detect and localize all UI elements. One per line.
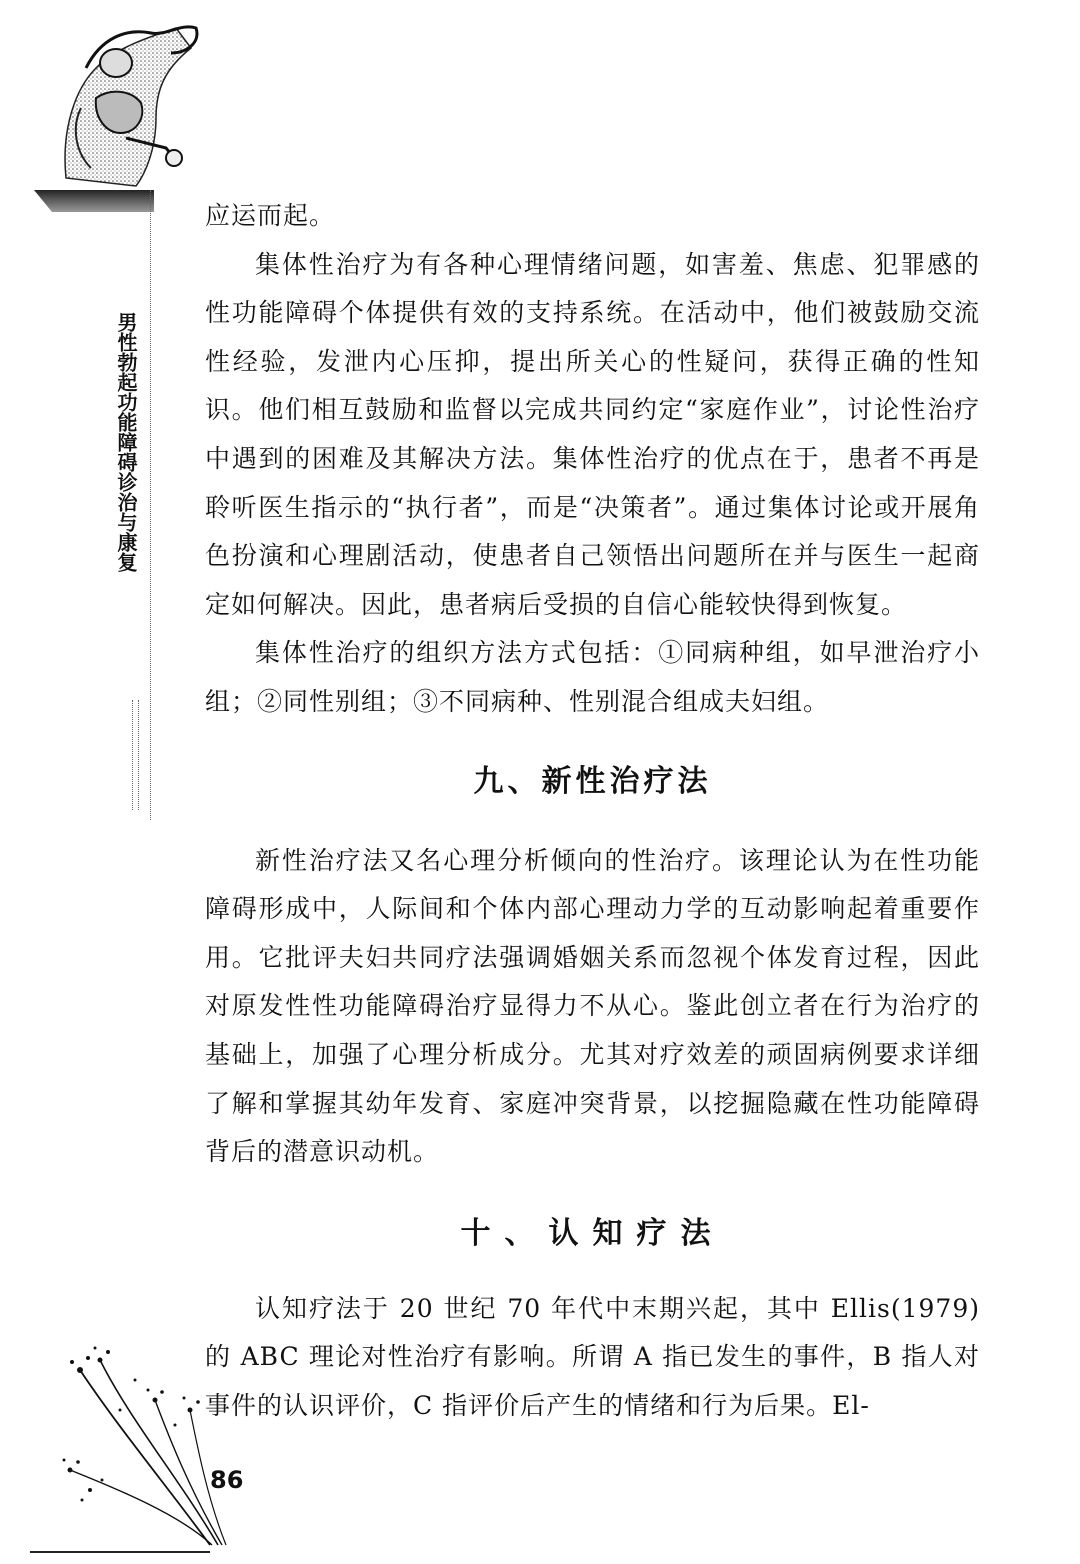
paragraph: 认知疗法于 20 世纪 70 年代中末期兴起，其中 Ellis(1979)的 ABC 理论对性治疗有影响。所谓 A 指已发生的事件，B 指人对事件的认识评价，C 指评价后产生的情绪和行为后果。El- [205,1293,980,1420]
paragraph: 集体性治疗为有各种心理情绪问题，如害羞、焦虑、犯罪感的性功能障碍个体提供有效的支持系统。在活动中，他们被鼓励交流性经验，发泄内心压抑，提出所关心的性疑问，获得正确的性知识。他们相互鼓励和监督以完成共同约定“家庭作业”，讨论性治疗中遇到的困难及其解决方法。集体性治疗的优点在于，患者不再是聆听医生指示的“执行者”，而是“决策者”。通过集体讨论或开展角色扮演和心理剧活动，使患者自己领悟出问题所在并与医生一起商定如何解决。因此，患者病后受损的自信心能较快得到恢复。 [205,249,980,619]
header-band [34,190,154,212]
bodybuilder-illustration-icon [56,8,206,188]
footer-rule [30,1551,210,1553]
section-heading: 十、认知疗法 [460,1215,725,1251]
paragraph: 应运而起。 [205,201,336,230]
running-title: 男性勃起功能障碍诊治与康复 [114,312,138,572]
margin-rule [132,700,134,810]
body-text [205,192,980,1430]
sparkle-spray-icon [60,1340,240,1550]
margin-rule [138,700,140,810]
page-number: 86 [210,1466,244,1494]
paragraph: 集体性治疗的组织方法方式包括：①同病种组，如早泄治疗小组；②同性别组；③不同病种、性别混合组成夫妇组。 [205,638,980,716]
section-heading: 九、新性治疗法 [473,763,712,799]
margin-rule [150,190,152,820]
paragraph: 新性治疗法又名心理分析倾向的性治疗。该理论认为在性功能障碍形成中，人际间和个体内部心理动力学的互动影响起着重要作用。它批评夫妇共同疗法强调婚姻关系而忽视个体发育过程，因此对原发性性功能障碍治疗显得力不从心。鉴此创立者在行为治疗的基础上，加强了心理分析成分。尤其对疗效差的顽固病例要求详细了解和掌握其幼年发育、家庭冲突背景，以挖掘隐藏在性功能障碍背后的潜意识动机。 [205,845,980,1167]
